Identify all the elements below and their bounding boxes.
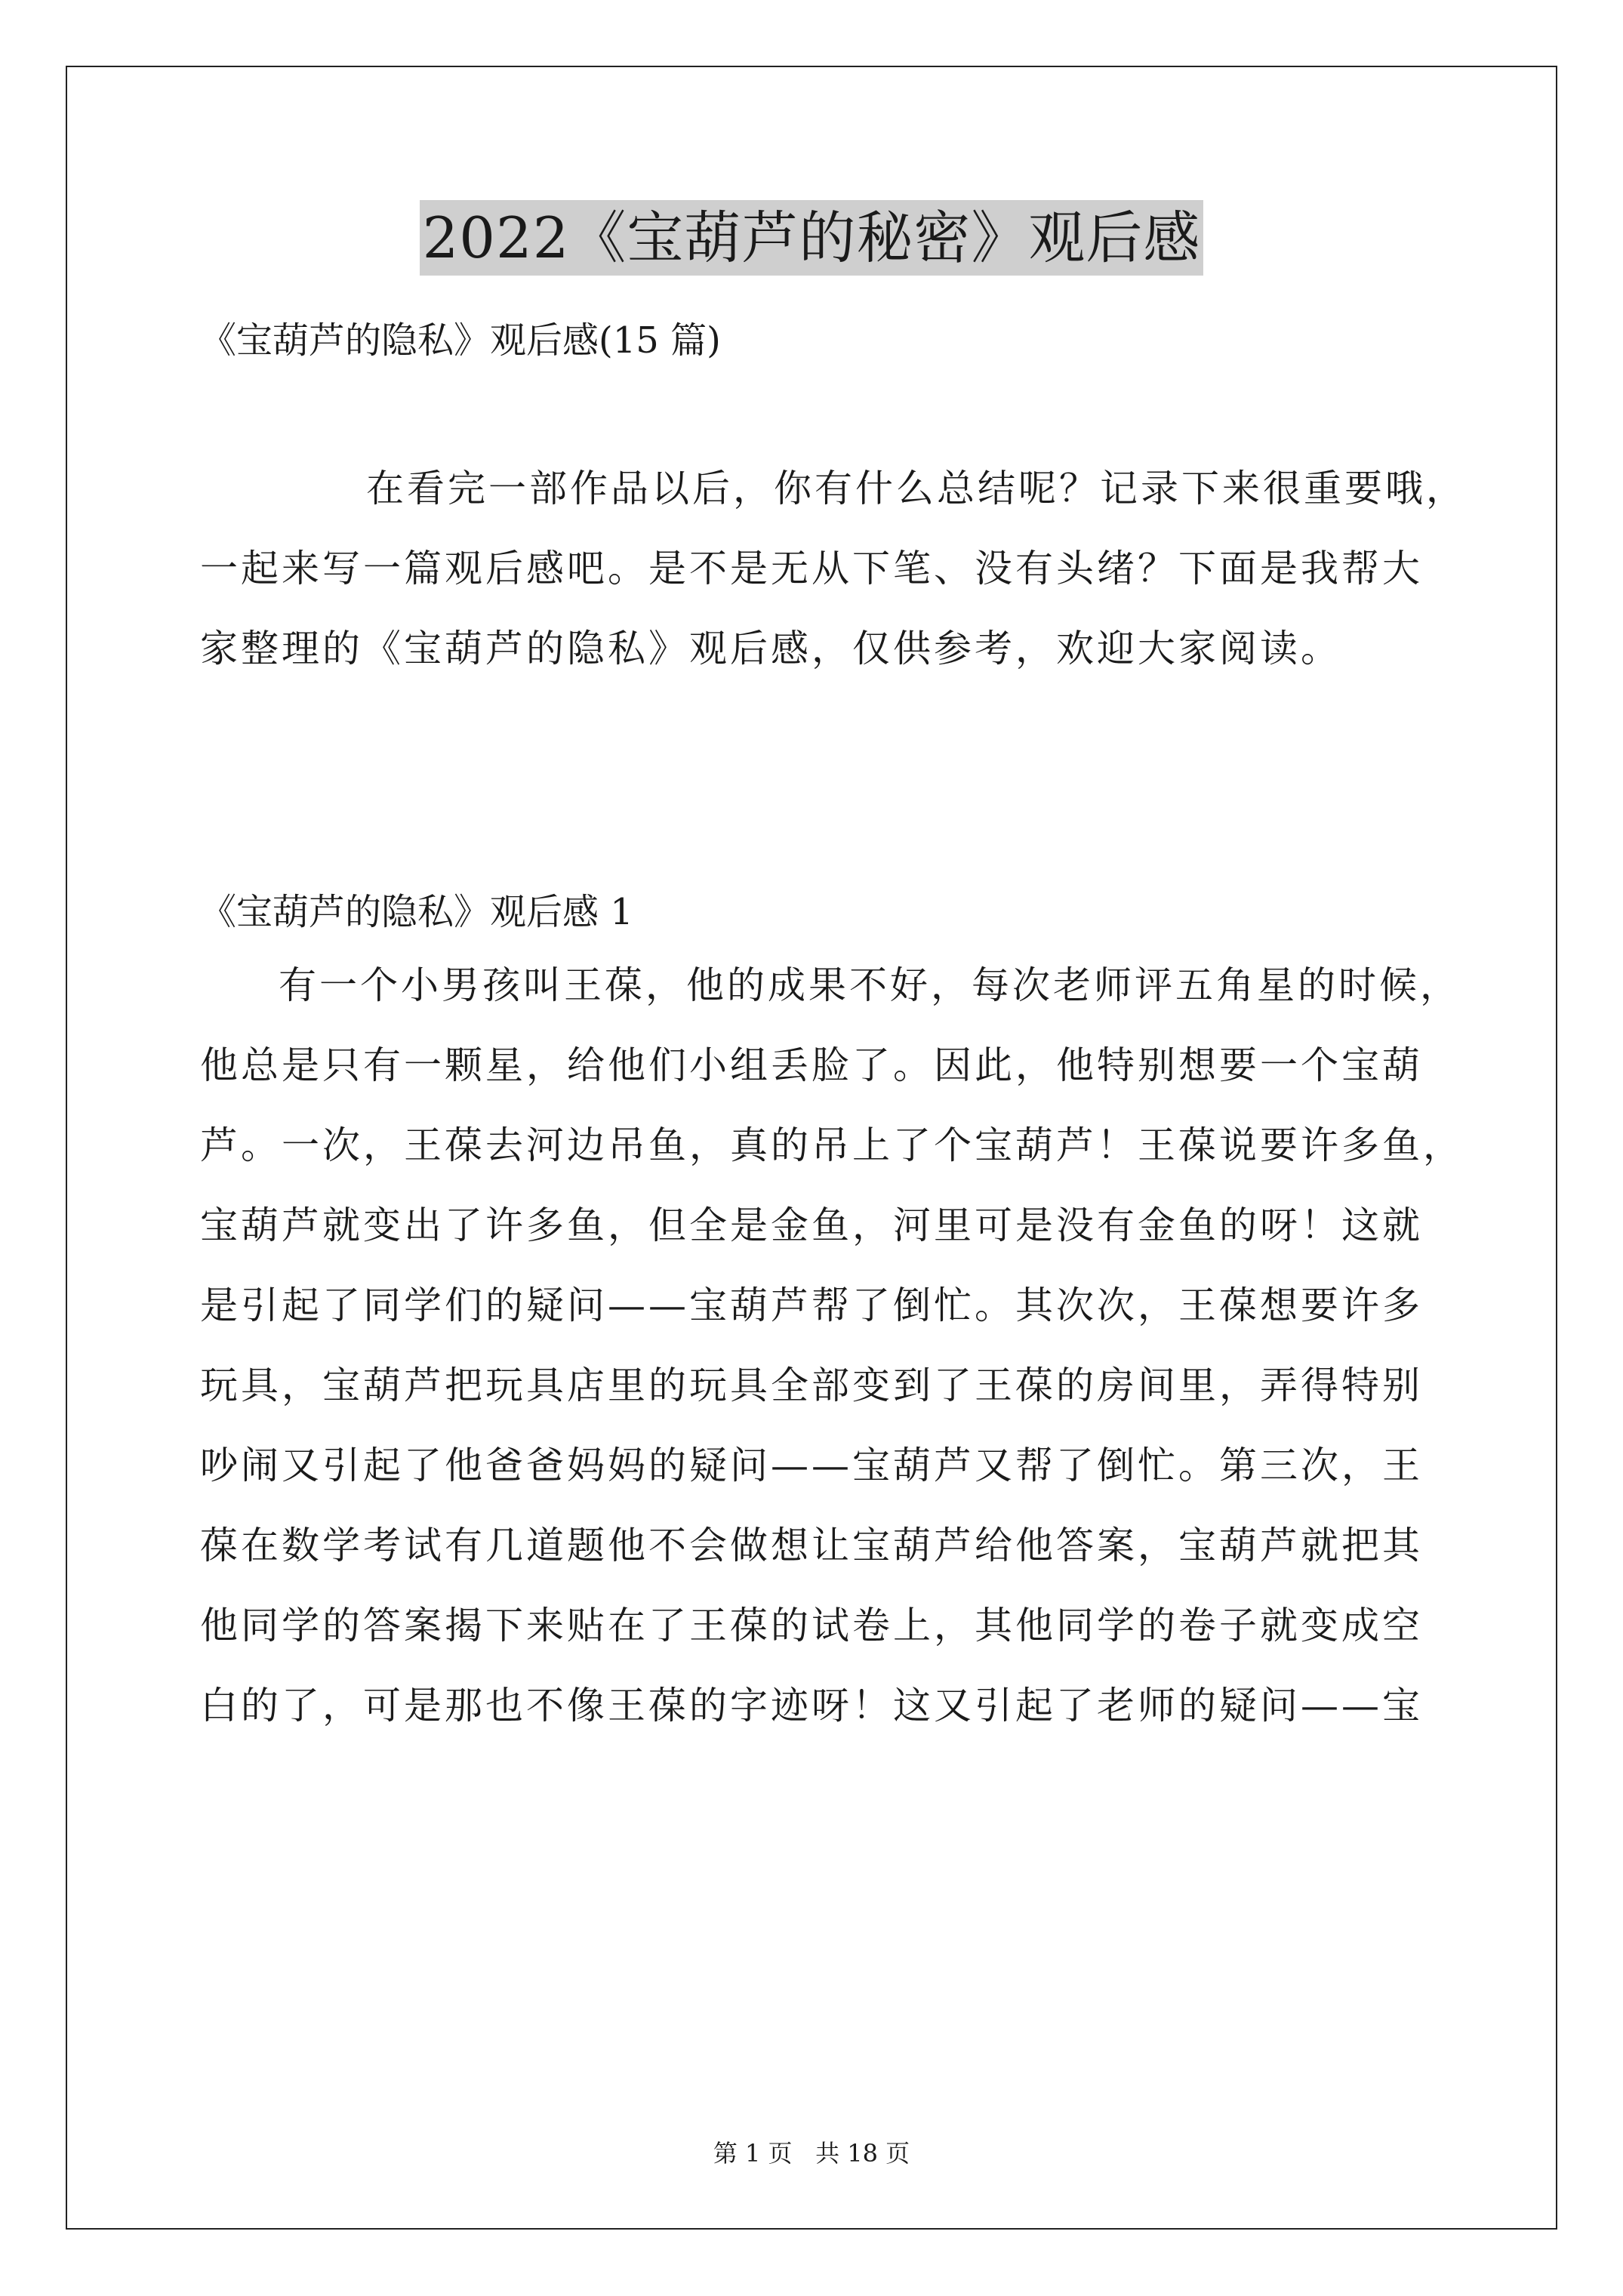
intro-line: 家整理的《宝葫芦的隐私》观后感，仅供参考，欢迎大家阅读。 xyxy=(200,627,1341,670)
intro-paragraph xyxy=(200,448,1467,689)
body-line: 是引起了同学们的疑问——宝葫芦帮了倒忙。其次次，王葆想要许多 xyxy=(200,1284,1423,1327)
body-line: 葆在数学考试有几道题他不会做想让宝葫芦给他答案，宝葫芦就把其 xyxy=(200,1524,1423,1567)
body-paragraph xyxy=(200,945,1464,1746)
body-line: 他总是只有一颗星，给他们小组丢脸了。因此，他特别想要一个宝葫 xyxy=(200,1043,1423,1087)
body-line: 芦。一次，王葆去河边吊鱼，真的吊上了个宝葫芦！王葆说要许多鱼， xyxy=(200,1123,1464,1167)
intro-line: 一起来写一篇观后感吧。是不是无从下笔、没有头绪？下面是我帮大 xyxy=(200,547,1423,590)
body-line: 他同学的答案揭下来贴在了王葆的试卷上，其他同学的卷子就变成空 xyxy=(200,1604,1423,1647)
document-subtitle: 《宝葫芦的隐私》观后感(15 篇) xyxy=(200,319,721,362)
body-line: 有一个小男孩叫王葆，他的成果不好，每次老师评五角星的时候， xyxy=(279,963,1461,1007)
section-heading: 《宝葫芦的隐私》观后感 1 xyxy=(200,891,633,933)
intro-line: 在看完一部作品以后，你有什么总结呢？记录下来很重要哦， xyxy=(366,467,1467,510)
body-line: 白的了，可是那也不像王葆的字迹呀！这又引起了老师的疑问——宝 xyxy=(200,1684,1423,1727)
body-line: 宝葫芦就变出了许多鱼，但全是金鱼，河里可是没有金鱼的呀！这就 xyxy=(200,1203,1423,1247)
title-container xyxy=(0,200,1623,276)
document-title: 2022《宝葫芦的秘密》观后感 xyxy=(420,200,1204,276)
page-footer: 第 1 页 共 18 页 xyxy=(713,2139,910,2168)
body-line: 玩具，宝葫芦把玩具店里的玩具全部变到了王葆的房间里，弄得特别 xyxy=(200,1364,1423,1407)
body-line: 吵闹又引起了他爸爸妈妈的疑问——宝葫芦又帮了倒忙。第三次，王 xyxy=(200,1444,1423,1487)
